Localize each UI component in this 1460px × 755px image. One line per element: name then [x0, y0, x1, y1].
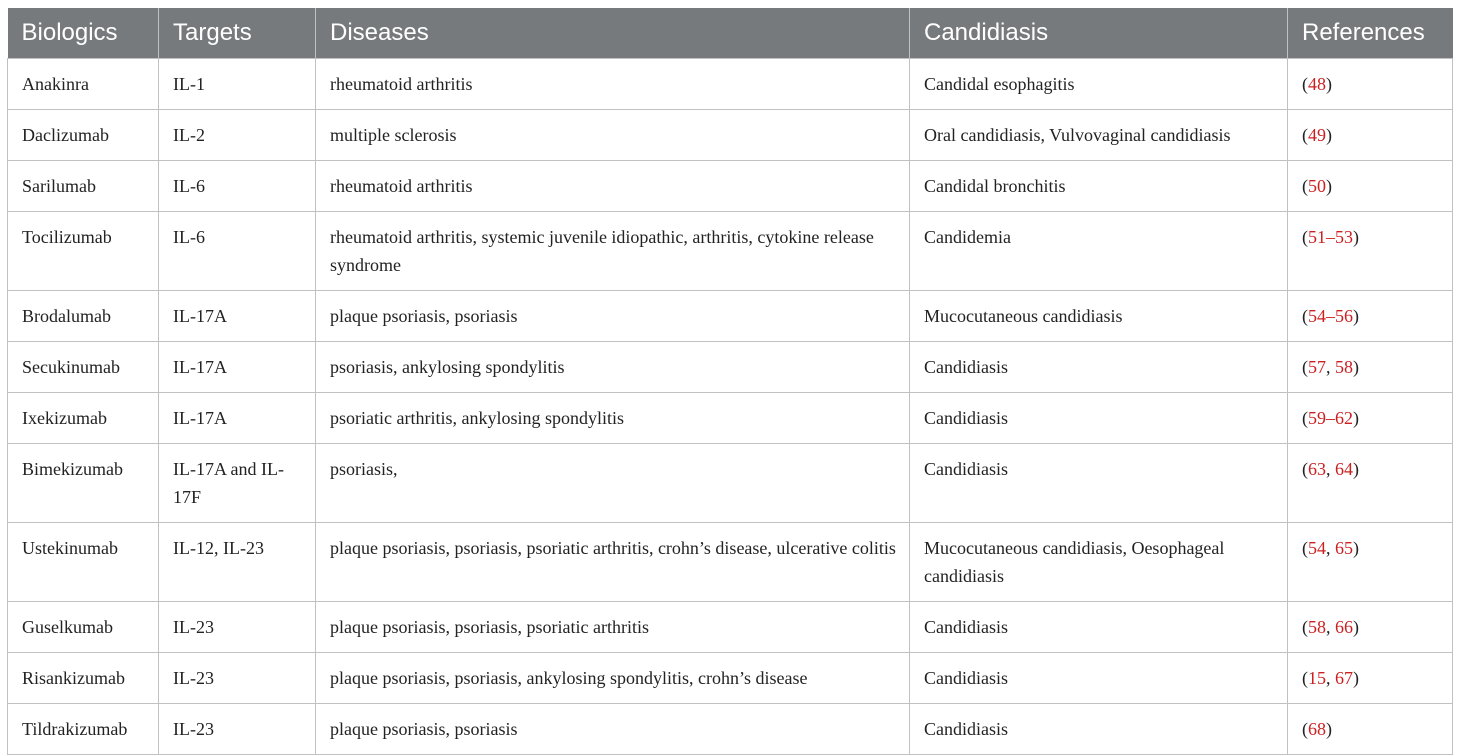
cell-references	[1288, 212, 1453, 291]
cell-target: IL-17A	[159, 342, 316, 393]
cell-biologic: Anakinra	[8, 59, 159, 110]
header-candidiasis: Candidiasis	[910, 8, 1288, 59]
cell-references	[1288, 161, 1453, 212]
cell-diseases: plaque psoriasis, psoriasis, psoriatic arthritis, crohn’s disease, ulcerative colitis	[316, 523, 910, 602]
reference-link[interactable]: 49	[1308, 125, 1326, 145]
header-references: References	[1288, 8, 1453, 59]
cell-target: IL-23	[159, 653, 316, 704]
reference-link[interactable]: 50	[1308, 176, 1326, 196]
reference-link[interactable]: 66	[1335, 617, 1353, 637]
cell-candidiasis: Candidiasis	[910, 444, 1288, 523]
ref-separator: ,	[1326, 668, 1335, 688]
table-row	[8, 161, 1453, 212]
ref-paren-close: )	[1326, 719, 1332, 739]
cell-diseases: plaque psoriasis, psoriasis, ankylosing spondylitis, crohn’s disease	[316, 653, 910, 704]
cell-candidiasis: Mucocutaneous candidiasis	[910, 291, 1288, 342]
table-row	[8, 291, 1453, 342]
ref-paren-close: )	[1353, 617, 1359, 637]
ref-paren-close: )	[1326, 125, 1332, 145]
ref-separator: ,	[1326, 459, 1335, 479]
reference-link[interactable]: 64	[1335, 459, 1353, 479]
ref-paren-open: (	[1302, 176, 1308, 196]
cell-references	[1288, 291, 1453, 342]
ref-paren-open: (	[1302, 538, 1308, 558]
cell-target: IL-17A	[159, 291, 316, 342]
reference-link[interactable]: 67	[1335, 668, 1353, 688]
reference-link[interactable]: 57	[1308, 357, 1326, 377]
cell-biologic: Guselkumab	[8, 602, 159, 653]
reference-link[interactable]: 51–53	[1308, 227, 1353, 247]
cell-references	[1288, 704, 1453, 755]
cell-target: IL-6	[159, 212, 316, 291]
cell-diseases: plaque psoriasis, psoriasis, psoriatic arthritis	[316, 602, 910, 653]
cell-biologic: Bimekizumab	[8, 444, 159, 523]
reference-link[interactable]: 58	[1335, 357, 1353, 377]
header-row	[8, 8, 1453, 59]
table-header	[8, 8, 1453, 59]
ref-paren-open: (	[1302, 227, 1308, 247]
ref-paren-close: )	[1353, 357, 1359, 377]
cell-references	[1288, 110, 1453, 161]
table-row	[8, 59, 1453, 110]
cell-references	[1288, 523, 1453, 602]
ref-paren-open: (	[1302, 74, 1308, 94]
cell-biologic: Daclizumab	[8, 110, 159, 161]
cell-diseases: plaque psoriasis, psoriasis	[316, 704, 910, 755]
cell-candidiasis: Candidiasis	[910, 393, 1288, 444]
reference-link[interactable]: 15	[1308, 668, 1326, 688]
ref-paren-open: (	[1302, 306, 1308, 326]
biologics-table	[7, 8, 1453, 755]
ref-paren-close: )	[1353, 668, 1359, 688]
ref-paren-close: )	[1353, 459, 1359, 479]
cell-diseases: rheumatoid arthritis	[316, 161, 910, 212]
cell-target: IL-6	[159, 161, 316, 212]
cell-biologic: Ixekizumab	[8, 393, 159, 444]
reference-link[interactable]: 54–56	[1308, 306, 1353, 326]
cell-candidiasis: Candidiasis	[910, 653, 1288, 704]
ref-paren-open: (	[1302, 459, 1308, 479]
ref-separator: ,	[1326, 538, 1335, 558]
cell-candidiasis: Oral candidiasis, Vulvovaginal candidiasis	[910, 110, 1288, 161]
cell-target: IL-1	[159, 59, 316, 110]
table-row	[8, 602, 1453, 653]
cell-candidiasis: Candidiasis	[910, 342, 1288, 393]
table-row	[8, 444, 1453, 523]
cell-candidiasis: Candidal esophagitis	[910, 59, 1288, 110]
ref-separator: ,	[1326, 357, 1335, 377]
cell-candidiasis: Mucocutaneous candidiasis, Oesophageal candidiasis	[910, 523, 1288, 602]
table-body	[8, 59, 1453, 755]
table-row	[8, 110, 1453, 161]
ref-paren-open: (	[1302, 668, 1308, 688]
table-row	[8, 523, 1453, 602]
table-row	[8, 212, 1453, 291]
cell-candidiasis: Candidal bronchitis	[910, 161, 1288, 212]
ref-paren-close: )	[1353, 408, 1359, 428]
ref-paren-open: (	[1302, 617, 1308, 637]
cell-diseases: multiple sclerosis	[316, 110, 910, 161]
table-row	[8, 704, 1453, 755]
table-row	[8, 342, 1453, 393]
cell-diseases: psoriasis,	[316, 444, 910, 523]
cell-diseases: rheumatoid arthritis, systemic juvenile idiopathic, arthritis, cytokine release syndrome	[316, 212, 910, 291]
cell-references	[1288, 342, 1453, 393]
cell-target: IL-23	[159, 602, 316, 653]
cell-references	[1288, 59, 1453, 110]
cell-candidiasis: Candidemia	[910, 212, 1288, 291]
cell-biologic: Brodalumab	[8, 291, 159, 342]
header-biologics: Biologics	[8, 8, 159, 59]
ref-paren-open: (	[1302, 719, 1308, 739]
cell-target: IL-17A and IL-17F	[159, 444, 316, 523]
reference-link[interactable]: 58	[1308, 617, 1326, 637]
reference-link[interactable]: 63	[1308, 459, 1326, 479]
ref-paren-open: (	[1302, 357, 1308, 377]
cell-references	[1288, 444, 1453, 523]
ref-separator: ,	[1326, 617, 1335, 637]
table-row	[8, 393, 1453, 444]
ref-paren-open: (	[1302, 408, 1308, 428]
cell-target: IL-12, IL-23	[159, 523, 316, 602]
table-row	[8, 653, 1453, 704]
cell-biologic: Tildrakizumab	[8, 704, 159, 755]
cell-target: IL-17A	[159, 393, 316, 444]
cell-biologic: Sarilumab	[8, 161, 159, 212]
header-diseases: Diseases	[316, 8, 910, 59]
cell-target: IL-2	[159, 110, 316, 161]
ref-paren-close: )	[1353, 538, 1359, 558]
cell-references	[1288, 653, 1453, 704]
cell-diseases: rheumatoid arthritis	[316, 59, 910, 110]
ref-paren-close: )	[1326, 74, 1332, 94]
ref-paren-close: )	[1326, 176, 1332, 196]
cell-target: IL-23	[159, 704, 316, 755]
reference-link[interactable]: 59–62	[1308, 408, 1353, 428]
cell-candidiasis: Candidiasis	[910, 602, 1288, 653]
cell-diseases: psoriasis, ankylosing spondylitis	[316, 342, 910, 393]
cell-references	[1288, 393, 1453, 444]
reference-link[interactable]: 65	[1335, 538, 1353, 558]
header-targets: Targets	[159, 8, 316, 59]
reference-link[interactable]: 54	[1308, 538, 1326, 558]
ref-paren-open: (	[1302, 125, 1308, 145]
cell-references	[1288, 602, 1453, 653]
cell-biologic: Ustekinumab	[8, 523, 159, 602]
ref-paren-close: )	[1353, 306, 1359, 326]
cell-diseases: psoriatic arthritis, ankylosing spondylitis	[316, 393, 910, 444]
ref-paren-close: )	[1353, 227, 1359, 247]
cell-candidiasis: Candidiasis	[910, 704, 1288, 755]
cell-biologic: Secukinumab	[8, 342, 159, 393]
cell-biologic: Risankizumab	[8, 653, 159, 704]
reference-link[interactable]: 68	[1308, 719, 1326, 739]
cell-diseases: plaque psoriasis, psoriasis	[316, 291, 910, 342]
reference-link[interactable]: 48	[1308, 74, 1326, 94]
cell-biologic: Tocilizumab	[8, 212, 159, 291]
